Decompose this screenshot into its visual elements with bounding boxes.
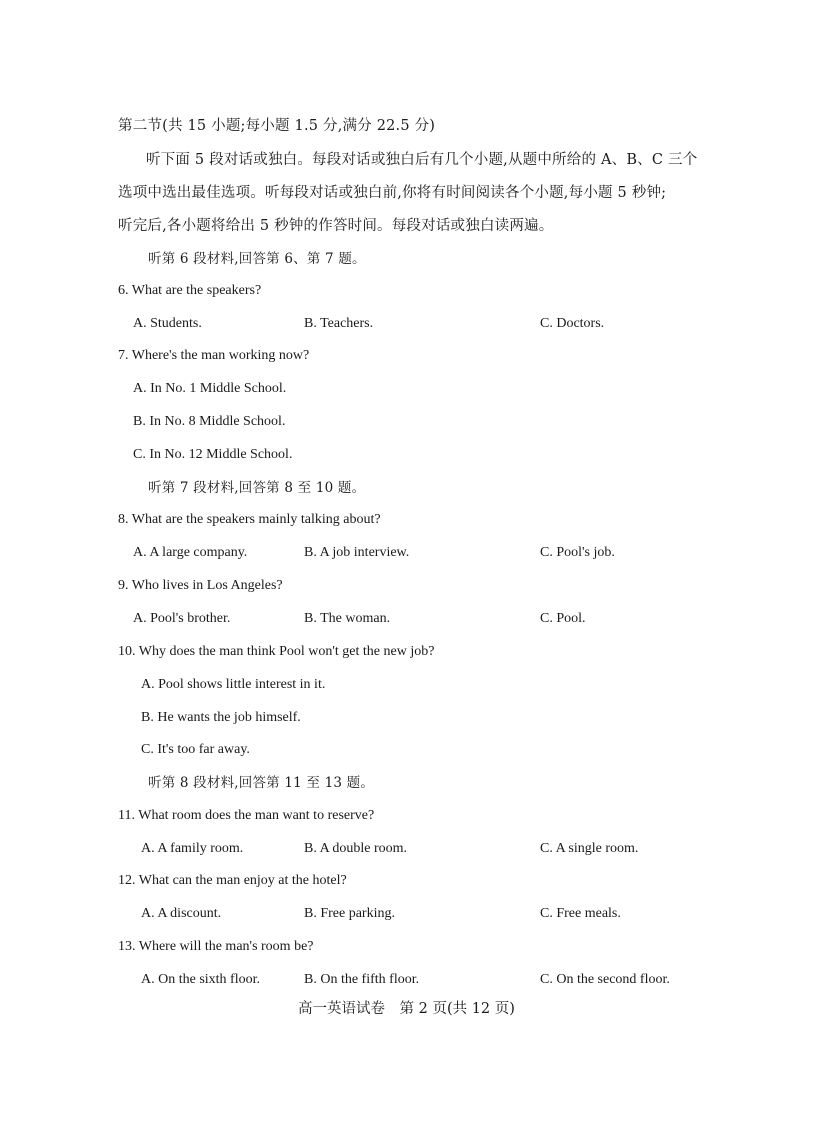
option-b: B. In No. 8 Middle School. (133, 414, 286, 429)
instruction-line-2: 选项中选出最佳选项。听每段对话或独白前,你将有时间阅读各个小题,每小题 5 秒钟; (118, 185, 667, 201)
option-c: C. In No. 12 Middle School. (133, 447, 293, 462)
option-b: B. He wants the job himself. (141, 710, 301, 725)
question-12 (118, 872, 347, 890)
page-footer: 高一英语试卷 第 2 页(共 12 页) (298, 1001, 515, 1017)
option-c: C. Pool. (540, 611, 586, 626)
option-a: A. Pool shows little interest in it. (141, 677, 326, 692)
option-b: B. The woman. (304, 611, 391, 626)
option-a: A. Students. (133, 316, 202, 331)
question-text: Where will the man's room be? (138, 939, 314, 954)
option-a: A. Pool's brother. (133, 611, 231, 626)
instruction-line-1: 听下面 5 段对话或独白。每段对话或独白后有几个小题,从题中所给的 A、B、C 三个 (146, 152, 698, 168)
instruction-line-3: 听完后,各小题将给出 5 秒钟的作答时间。每段对话或独白读两遍。 (118, 218, 554, 234)
question-text: What can the man enjoy at the hotel? (138, 873, 347, 888)
group-note: 听第 8 段材料,回答第 11 至 13 题。 (148, 775, 375, 791)
option-c: C. On the second floor. (540, 972, 670, 987)
option-b: B. A double room. (304, 841, 408, 856)
question-text: What are the speakers mainly talking about? (131, 512, 381, 527)
option-b: B. A job interview. (304, 545, 410, 560)
question-text: Why does the man think Pool won't get the new job? (138, 644, 435, 659)
question-number: 11. (118, 808, 135, 823)
option-b: B. Teachers. (304, 316, 374, 331)
group-note: 听第 6 段材料,回答第 6、第 7 题。 (148, 251, 366, 267)
question-text: Who lives in Los Angeles? (131, 578, 283, 593)
option-a: A. A large company. (133, 545, 248, 560)
question-8 (118, 511, 381, 529)
question-7 (118, 347, 309, 365)
question-11 (118, 807, 374, 825)
option-a: A. On the sixth floor. (141, 972, 260, 987)
question-6 (118, 282, 261, 300)
question-13 (118, 938, 314, 956)
option-c: C. A single room. (540, 841, 639, 856)
question-number: 9. (118, 578, 129, 593)
option-c: C. Free meals. (540, 906, 621, 921)
question-number: 8. (118, 512, 129, 527)
option-b: B. Free parking. (304, 906, 395, 921)
question-number: 12. (118, 873, 136, 888)
question-number: 7. (118, 348, 129, 363)
option-a: A. A discount. (141, 906, 222, 921)
option-a: A. A family room. (141, 841, 244, 856)
option-c: C. Doctors. (540, 316, 605, 331)
option-b: B. On the fifth floor. (304, 972, 420, 987)
option-a: A. In No. 1 Middle School. (133, 381, 287, 396)
option-c: C. Pool's job. (540, 545, 615, 560)
question-text: What room does the man want to reserve? (138, 808, 375, 823)
section-heading: 第二节(共 15 小题;每小题 1.5 分,满分 22.5 分) (118, 118, 436, 134)
question-9 (118, 577, 283, 595)
question-number: 13. (118, 939, 136, 954)
question-text: Where's the man working now? (131, 348, 310, 363)
question-number: 6. (118, 283, 129, 298)
question-10 (118, 643, 434, 661)
group-note: 听第 7 段材料,回答第 8 至 10 题。 (148, 480, 366, 496)
question-number: 10. (118, 644, 136, 659)
question-text: What are the speakers? (131, 283, 262, 298)
option-c: C. It's too far away. (141, 742, 250, 757)
